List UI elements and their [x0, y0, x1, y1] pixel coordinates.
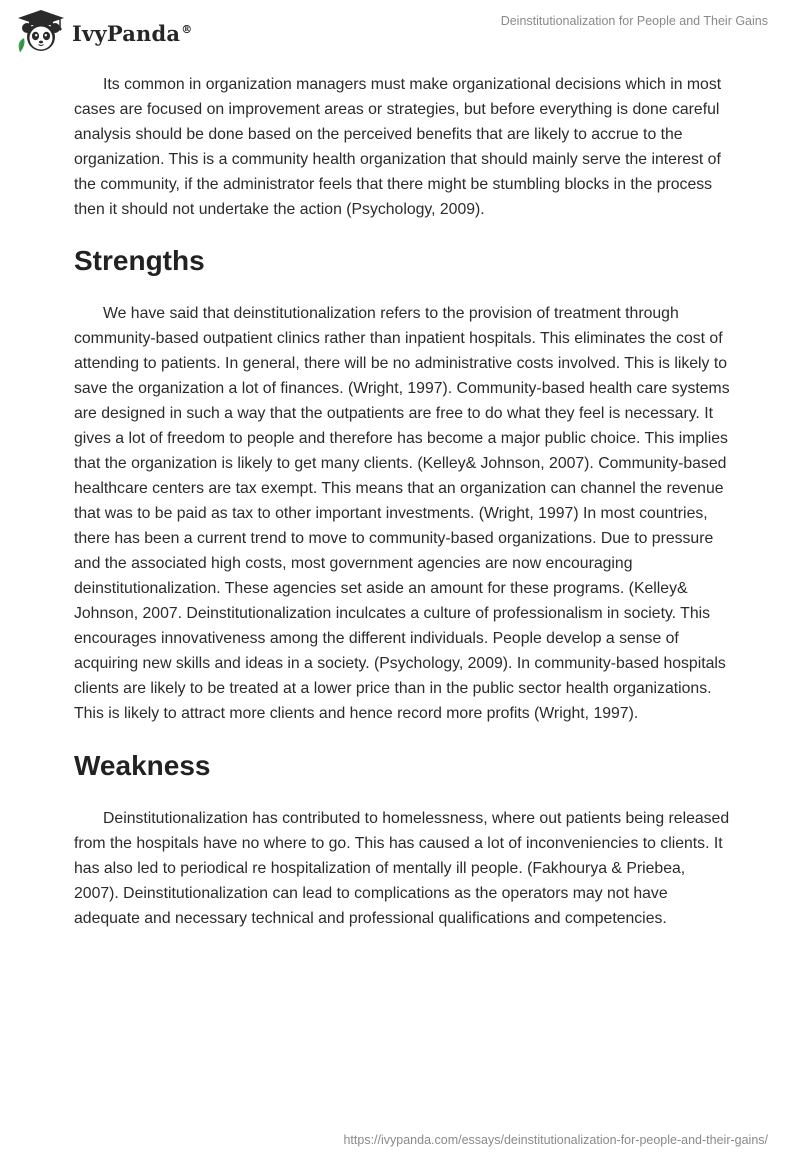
ivypanda-logo[interactable]: [14, 8, 192, 56]
weakness-paragraph: Deinstitutionalization has contributed to homelessness, where out patients being released from the hospitals have no where to go. This has caused a lot of inconveniencies to clients. It has also led to periodical re hospitalization of mentally ill people. (Fakhourya & Priebea, 2007). Deinstitutionalization can lead to complications as the operators may not have adequate and necessary technical and professional qualifications and competencies.: [74, 810, 730, 927]
section-heading-strengths: Strengths: [74, 245, 205, 276]
intro-paragraph: Its common in organization managers must make organizational decisions which in most cases are focused on improvement areas or strategies, but before everything is done careful analysis should be done based on the perceived benefits that are likely to accrue to the organization. This is a community health organization that should mainly serve the interest of the community, if the administrator feels that there might be stumbling blocks in the process then it should not undertake the action (Psychology, 2009).: [74, 76, 722, 218]
page-header: [0, 0, 800, 64]
panda-graduate-icon: [14, 8, 68, 56]
registered-mark: ®: [181, 22, 193, 36]
brand-name: IvyPanda®: [72, 20, 193, 46]
section-heading-weakness: Weakness: [74, 750, 211, 781]
source-url-link[interactable]: https://ivypanda.com/essays/deinstitutionalization-for-people-and-their-gains/: [343, 1133, 768, 1147]
article-body: [74, 72, 734, 931]
document-title: Deinstitutionalization for People and Their Gains: [500, 14, 768, 28]
strengths-paragraph: We have said that deinstitutionalization refers to the provision of treatment through community-based outpatient clinics rather than inpatient hospitals. This eliminates the cost of attending to patients. In general, there will be no administrative costs involved. This is likely to save the organization a lot of finances. (Wright, 1997). Community-based health care systems are designed in such a way that the outpatients are free to do what they feel is necessary. It gives a lot of freedom to people and therefore has become a major public choice. This implies that the organization is likely to get many clients. (Kelley& Johnson, 2007). Community-based healthcare centers are tax exempt. This means that an organization can channel the revenue that was to be paid as tax to other important investments. (Wright, 1997) In most countries, there has been a current trend to move to community-based organizations. Due to pressure and the associated high costs, most government agencies are now encouraging deinstitutionalization. These agencies set aside an amount for these programs. (Kelley& Johnson, 2007. Deinstitutionalization inculcates a culture of professionalism in society. This encourages innovativeness among the different individuals. People develop a sense of acquiring new skills and ideas in a society. (Psychology, 2009). In community-based hospitals clients are likely to be treated at a lower price than in the public sector health organizations. This is likely to attract more clients and hence record more profits (Wright, 1997).: [74, 305, 730, 722]
